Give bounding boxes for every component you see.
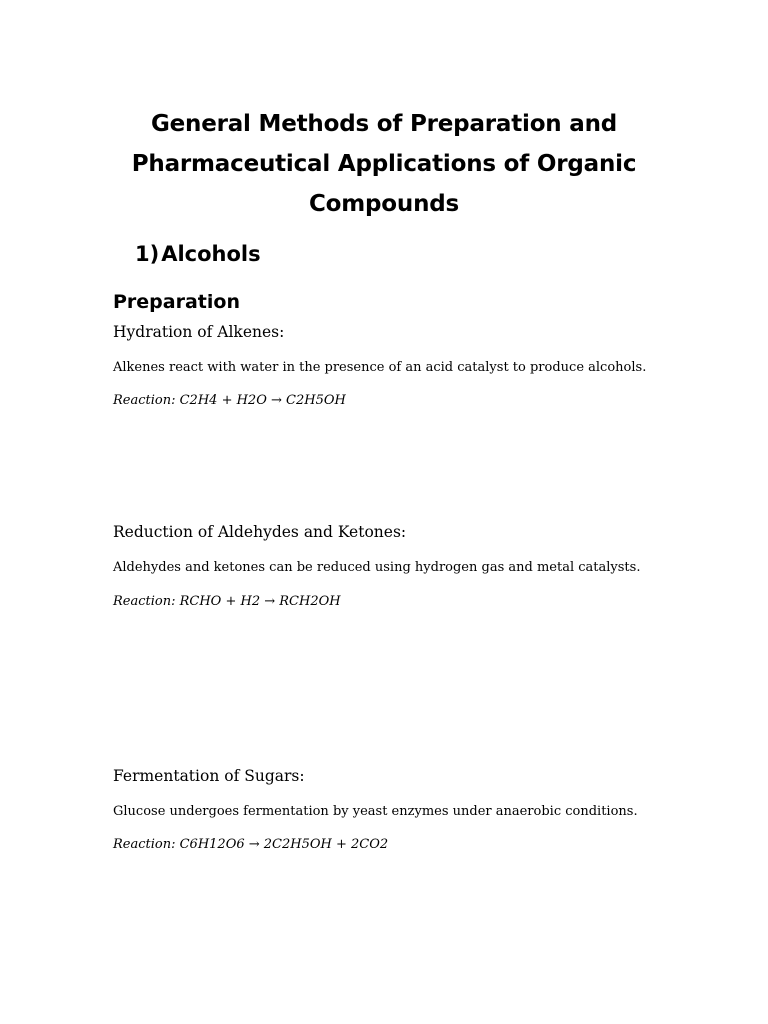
method-reaction: Reaction: RCHO + H2 → RCH2OH (113, 594, 341, 609)
method-description: Aldehydes and ketones can be reduced using hydrogen gas and metal catalysts. (113, 560, 641, 575)
method-title: Reduction of Aldehydes and Ketones: (113, 523, 407, 541)
section-label: Alcohols (161, 242, 261, 266)
title-line-1: General Methods of Preparation and (150, 111, 618, 137)
title-line-2: Pharmaceutical Applications of Organic (131, 151, 637, 177)
method-title: Fermentation of Sugars: (113, 767, 305, 785)
method-title: Hydration of Alkenes: (113, 323, 285, 341)
document-title (120, 104, 648, 224)
method-description: Alkenes react with water in the presence of an acid catalyst to produce alcohols. (113, 360, 647, 375)
method-description: Glucose undergoes fermentation by yeast enzymes under anaerobic conditions. (113, 804, 638, 819)
title-line-3: Compounds (308, 191, 459, 217)
method-reaction: Reaction: C6H12O6 → 2C2H5OH + 2CO2 (113, 837, 389, 852)
method-reaction: Reaction: C2H4 + H2O → C2H5OH (113, 393, 346, 408)
section-heading (135, 240, 261, 268)
subsection-heading: Preparation (113, 291, 240, 313)
section-number: 1) (135, 242, 160, 266)
